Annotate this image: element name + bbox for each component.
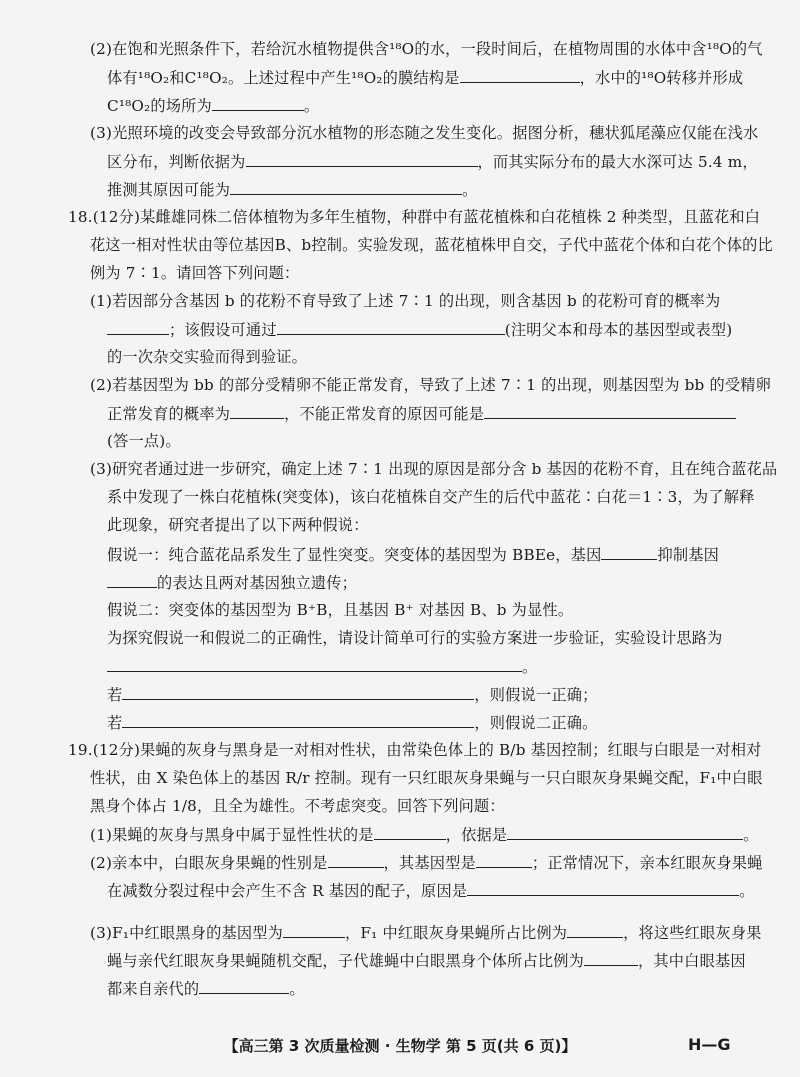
q17-part2-line1: [90, 38, 763, 60]
q18-design-prompt: [107, 627, 723, 649]
text: ；正常情况下，亲本红眼灰身果蝇: [531, 854, 763, 872]
text: ，F₁ 中红眼灰身果蝇所占比例为: [345, 924, 568, 942]
text: 黑身个体占 1/8，且全为雄性。不考虑突变。回答下列问题：: [90, 797, 505, 815]
q18-part1-line1: [90, 290, 720, 312]
q18-hypothesis2: [107, 599, 573, 621]
q19-part3-line2: [107, 949, 746, 972]
q18-design-answer-line: [107, 655, 537, 678]
answer-blank[interactable]: [230, 402, 284, 419]
text: (2)在饱和光照条件下，若给沉水植物提供含¹⁸O的水，一段时间后，在植物周围的水体中含¹⁸O的气: [90, 40, 763, 58]
answer-blank[interactable]: [476, 851, 532, 868]
text: (3)F₁中红眼黑身的基因型为: [90, 924, 284, 942]
q19-part2-line2: [107, 879, 755, 902]
q18-part2-line1: [90, 374, 771, 396]
text: 在减数分裂过程中会产生不含 R 基因的配子，原因是: [107, 882, 468, 900]
text: 正常发育的概率为: [107, 405, 231, 423]
text: (3)光照环境的改变会导致部分沉水植物的形态随之发生变化。据图分析，穗状狐尾藻应仅能在浅水: [90, 124, 759, 142]
text: (1)若因部分含基因 b 的花粉不育导致了上述 7∶1 的出现，则含基因 b 的花粉可育的概率为: [90, 292, 721, 310]
text: (答一点)。: [107, 432, 181, 450]
answer-blank[interactable]: [601, 543, 657, 560]
text: 。: [289, 980, 305, 998]
q18-part1-line2: [107, 318, 732, 341]
q17-part3-line2: [107, 150, 758, 173]
text: ，依据是: [445, 826, 508, 844]
answer-blank[interactable]: [122, 711, 474, 728]
text: (2)若基因型为 bb 的部分受精卵不能正常发育，导致了上述 7∶1 的出现，则基因型为 bb 的受精卵: [90, 376, 772, 394]
answer-blank[interactable]: [460, 66, 580, 83]
answer-blank[interactable]: [107, 655, 522, 672]
text: ，则假说二正确。: [474, 714, 598, 732]
text: 。: [743, 826, 759, 844]
text: 19.(12分)果蝇的灰身与黑身是一对相对性状，由常染色体上的 B/b 基因控制；红眼与白眼是一对相对: [68, 741, 762, 759]
answer-blank[interactable]: [584, 949, 638, 966]
answer-blank[interactable]: [199, 977, 289, 994]
text: ，其基因型是: [383, 854, 476, 872]
q18-part2-line3: [107, 430, 181, 452]
q18-result1-line: [107, 683, 598, 706]
text: (3)研究者通过进一步研究，确定上述 7∶1 出现的原因是部分含 b 基因的花粉不育，且在纯合蓝花品: [90, 460, 778, 478]
text: 区分布，判断依据为: [107, 153, 246, 171]
q19-stem-line3: [90, 795, 505, 817]
text: 抑制基因: [657, 546, 720, 564]
text: ，水中的¹⁸O转移并形成: [579, 69, 744, 87]
q18-stem-line2: [90, 234, 773, 256]
text: 性状，由 X 染色体上的基因 R/r 控制。现有一只红眼灰身果蝇与一只白眼灰身果蝇交配，F₁中白眼: [90, 769, 763, 787]
q18-stem-line3: [90, 262, 299, 284]
text: 推测其原因可能为: [107, 181, 231, 199]
q19-part3-line1: [90, 921, 762, 944]
q19-part3-line3: [107, 977, 305, 1000]
answer-blank[interactable]: [467, 879, 739, 896]
q17-part2-line3: [107, 94, 319, 117]
q17-part3-line1: [90, 122, 758, 144]
answer-blank[interactable]: [246, 150, 478, 167]
q18-hypothesis1-line1: [107, 543, 719, 566]
q17-part3-line3: [107, 178, 478, 201]
text: ，不能正常发育的原因可能是: [284, 405, 485, 423]
text: 的一次杂交实验而得到验证。: [107, 348, 308, 366]
text: 。: [522, 658, 538, 676]
text: (2)亲本中，白眼灰身果蝇的性别是: [90, 854, 328, 872]
text: ，而其实际分布的最大水深可达 5.4 m，: [477, 153, 758, 171]
answer-blank[interactable]: [283, 921, 345, 938]
q18-part3-line2: [107, 486, 754, 508]
text: 体有¹⁸O₂和C¹⁸O₂。上述过程中产生¹⁸O₂的膜结构是: [107, 69, 460, 87]
text: (1)果蝇的灰身与黑身中属于显性性状的是: [90, 826, 374, 844]
text: 为探究假说一和假说二的正确性，请设计简单可行的实验方案进一步验证，实验设计思路为: [107, 629, 723, 647]
text: C¹⁸O₂的场所为: [107, 97, 212, 115]
q18-stem-line1: [68, 206, 760, 228]
paper-code: H—G: [688, 1035, 731, 1054]
text: 若: [107, 714, 123, 732]
answer-blank[interactable]: [212, 94, 304, 111]
text: 都来自亲代的: [107, 980, 200, 998]
text: ；该假设可通过: [169, 321, 277, 339]
answer-blank[interactable]: [328, 851, 384, 868]
answer-blank[interactable]: [107, 571, 157, 588]
answer-blank[interactable]: [484, 402, 736, 419]
q18-part1-line3: [107, 346, 307, 368]
q17-part2-line2: [107, 66, 743, 89]
answer-blank[interactable]: [374, 823, 446, 840]
text: ，其中白眼基因: [638, 952, 746, 970]
text: (注明父本和母本的基因型或表型): [504, 321, 733, 339]
text: 若: [107, 686, 123, 704]
page-footer: 【高三第 3 次质量检测 · 生物学 第 5 页(共 6 页)】: [223, 1037, 577, 1055]
answer-blank[interactable]: [277, 318, 505, 335]
text: 假说一：纯合蓝花品系发生了显性突变。突变体的基因型为 BBEe，基因: [107, 546, 602, 564]
text: 系中发现了一株白花植株(突变体)，该白花植株自交产生的后代中蓝花∶白花＝1∶3，为了解释: [107, 488, 755, 506]
text: 此现象，研究者提出了以下两种假说：: [107, 516, 369, 534]
text: 假说二：突变体的基因型为 B⁺B，且基因 B⁺ 对基因 B、b 为显性。: [107, 601, 574, 619]
answer-blank[interactable]: [107, 318, 169, 335]
text: 蝇与亲代红眼灰身果蝇随机交配，子代雄蝇中白眼黑身个体所占比例为: [107, 952, 585, 970]
text: 。: [462, 181, 478, 199]
answer-blank[interactable]: [230, 178, 462, 195]
q18-result2-line: [107, 711, 598, 734]
q18-part3-line1: [90, 458, 777, 480]
q18-part2-line2: [107, 402, 736, 425]
q18-hypothesis1-line2: [107, 571, 357, 594]
text: 。: [303, 97, 320, 115]
text: ，则假说一正确；: [474, 686, 598, 704]
text: 花这一相对性状由等位基因B、b控制。实验发现，蓝花植株甲自交，子代中蓝花个体和白花个体的比: [90, 236, 773, 254]
text: 。: [739, 882, 755, 900]
q19-stem-line2: [90, 767, 763, 789]
text: 18.(12分)某雌雄同株二倍体植物为多年生植物，种群中有蓝花植株和白花植株 2 种类型，且蓝花和白: [68, 208, 761, 226]
text: 例为 7∶1。请回答下列问题：: [90, 264, 300, 282]
answer-blank[interactable]: [507, 823, 743, 840]
answer-blank[interactable]: [122, 683, 474, 700]
q19-part2-line1: [90, 851, 763, 874]
text: ，将这些红眼灰身果: [623, 924, 762, 942]
q18-part3-line3: [107, 514, 369, 536]
q19-part1: [90, 823, 759, 846]
answer-blank[interactable]: [567, 921, 623, 938]
q19-stem-line1: [68, 739, 762, 761]
text: 的表达且两对基因独立遗传；: [157, 574, 358, 592]
